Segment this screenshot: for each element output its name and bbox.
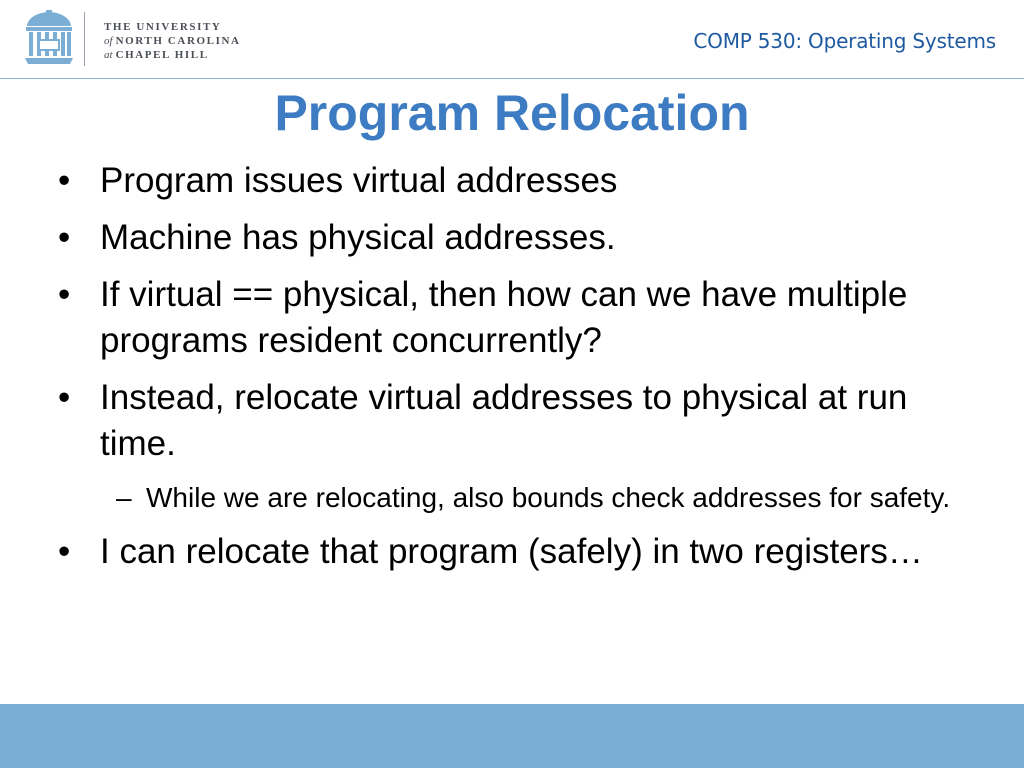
bullet-text: Program issues virtual addresses [100,161,618,200]
university-line-2-prefix: of [104,35,113,47]
bullet-text: Instead, relocate virtual addresses to physical at run time. [100,378,908,463]
course-title: COMP 530: Operating Systems [693,29,996,53]
university-line-2 [104,34,241,48]
bullet-item [56,215,986,261]
footer-band [0,704,1024,768]
old-well-logo-icon [24,10,74,66]
bullet-item [56,272,986,364]
header-rule [0,78,1024,79]
university-line-2-text: NORTH CAROLINA [115,35,241,47]
logo-divider [84,12,85,66]
bullet-item [56,158,986,204]
slide-header [0,0,1024,78]
university-line-1: THE UNIVERSITY [104,21,222,33]
university-line-3 [104,48,241,62]
bullet-text: I can relocate that program (safely) in two registers… [100,532,923,571]
sub-bullet-list [100,477,986,518]
bullet-text: Machine has physical addresses. [100,218,616,257]
university-wordmark [104,20,241,62]
university-line-3-prefix: at [104,49,113,61]
bullet-item [56,529,986,575]
slide-title: Program Relocation [274,85,750,141]
bullet-text: If virtual == physical, then how can we have multiple programs resident concurrently? [100,275,908,360]
sub-bullet-item [100,477,986,518]
sub-bullet-text: While we are relocating, also bounds check addresses for safety. [146,482,951,513]
bullet-item [56,375,986,518]
bullet-list [56,158,986,586]
university-line-3-text: CHAPEL HILL [115,49,209,61]
